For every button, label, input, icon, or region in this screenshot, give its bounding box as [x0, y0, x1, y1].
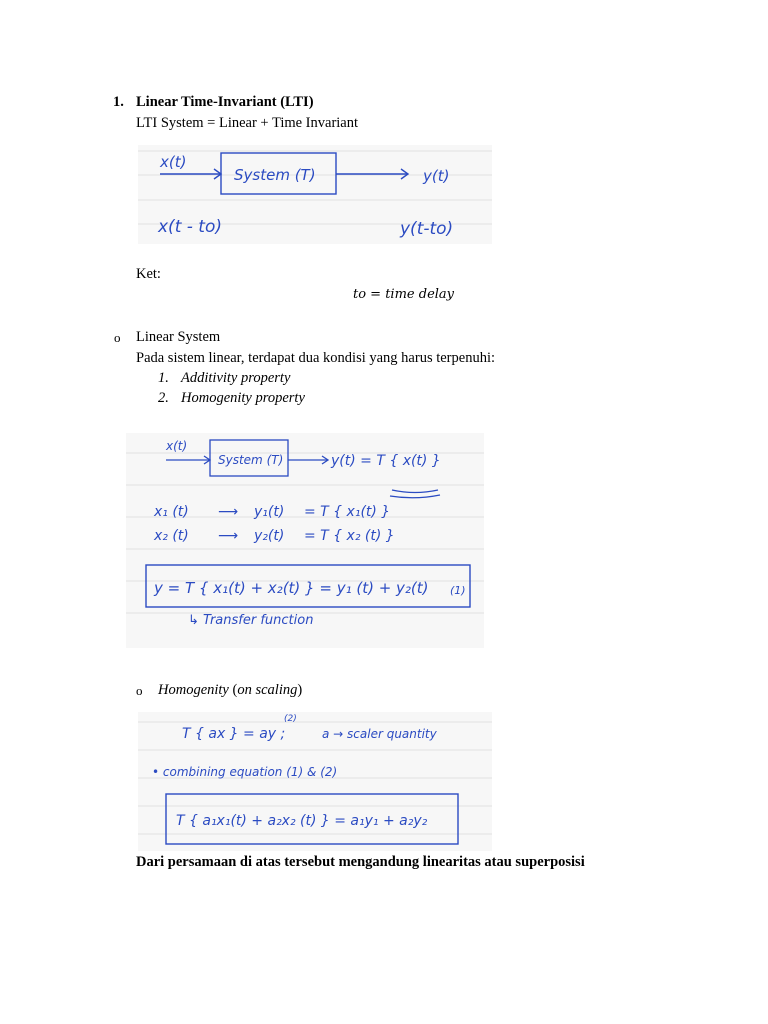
homogenity-derivation [138, 712, 492, 851]
homogenity-title-scaling: on scaling [237, 682, 298, 698]
combining-note: • combining equation (1) & (2) [152, 765, 338, 779]
linear-system-title: Linear System [136, 329, 221, 345]
input-signal-label: x(t) [160, 153, 187, 171]
additivity-derivation-drawing [126, 433, 484, 648]
system-block-label: System (T) [234, 166, 316, 184]
system-block-label: System (T) [218, 453, 284, 467]
input-label: x(t) [166, 439, 188, 453]
x2-arrow: ⟶ [218, 528, 239, 544]
lti-block-diagram [138, 145, 492, 244]
condition-2-text: Homogenity property [181, 390, 305, 406]
section-title: Linear Time-Invariant (LTI) [136, 94, 314, 110]
condition-2-number: 2. [158, 390, 169, 406]
condition-1-number: 1. [158, 370, 169, 386]
homogenity-bullet: o [136, 683, 143, 698]
equation-1-tag: (1) [450, 584, 466, 597]
homogenity-derivation-drawing [138, 712, 492, 851]
section-number: 1. [113, 94, 124, 110]
homogenity-title-open: ( [228, 682, 238, 698]
delayed-output-label: y(t-to) [400, 219, 454, 239]
lti-block-diagram-drawing [138, 145, 492, 244]
x1-label: x₁ (t) [154, 504, 189, 520]
scaling-equation: T { ax } = ay ; [182, 726, 286, 742]
lti-definition: LTI System = Linear + Time Invariant [136, 115, 359, 131]
linear-system-description: Pada sistem linear, terdapat dua kondisi yang harus terpenuhi: [136, 350, 496, 366]
equation-2-tag: (2) [284, 714, 297, 724]
condition-1-text: Additivity property [181, 370, 291, 386]
y1-label: y₁(t) [254, 504, 285, 520]
linear-bullet: o [114, 330, 121, 345]
scalar-quantity-note: a → scaler quantity [322, 727, 437, 741]
conclusion-text: Dari persamaan di atas tersebut mengandung linearitas atau superposisi [136, 854, 585, 870]
homogenity-title [158, 682, 302, 699]
output-signal-label: y(t) [423, 167, 450, 185]
time-delay-equation: to = time delay [353, 287, 455, 302]
additivity-derivation [126, 433, 484, 648]
x2-label: x₂ (t) [154, 528, 189, 544]
superposition-equation: y = T { x₁(t) + x₂(t) } = y₁ (t) + y₂(t) [154, 579, 429, 597]
y2-label: y₂(t) [254, 528, 285, 544]
transfer-function-note: ↳ Transfer function [188, 613, 314, 628]
y1-equation: = T { x₁(t) } [304, 504, 391, 520]
y2-equation: = T { x₂ (t) } [304, 528, 395, 544]
output-equation: y(t) = T { x(t) } [331, 453, 441, 469]
ket-label: Ket: [136, 266, 161, 282]
delayed-input-label: x(t - to) [158, 217, 222, 237]
homogenity-title-close: ) [297, 682, 303, 698]
homogenity-boxed-equation: T { a₁x₁(t) + a₂x₂ (t) } = a₁y₁ + a₂y₂ [176, 813, 428, 829]
homogenity-title-word: Homogenity [158, 682, 229, 698]
x1-arrow: ⟶ [218, 504, 239, 520]
